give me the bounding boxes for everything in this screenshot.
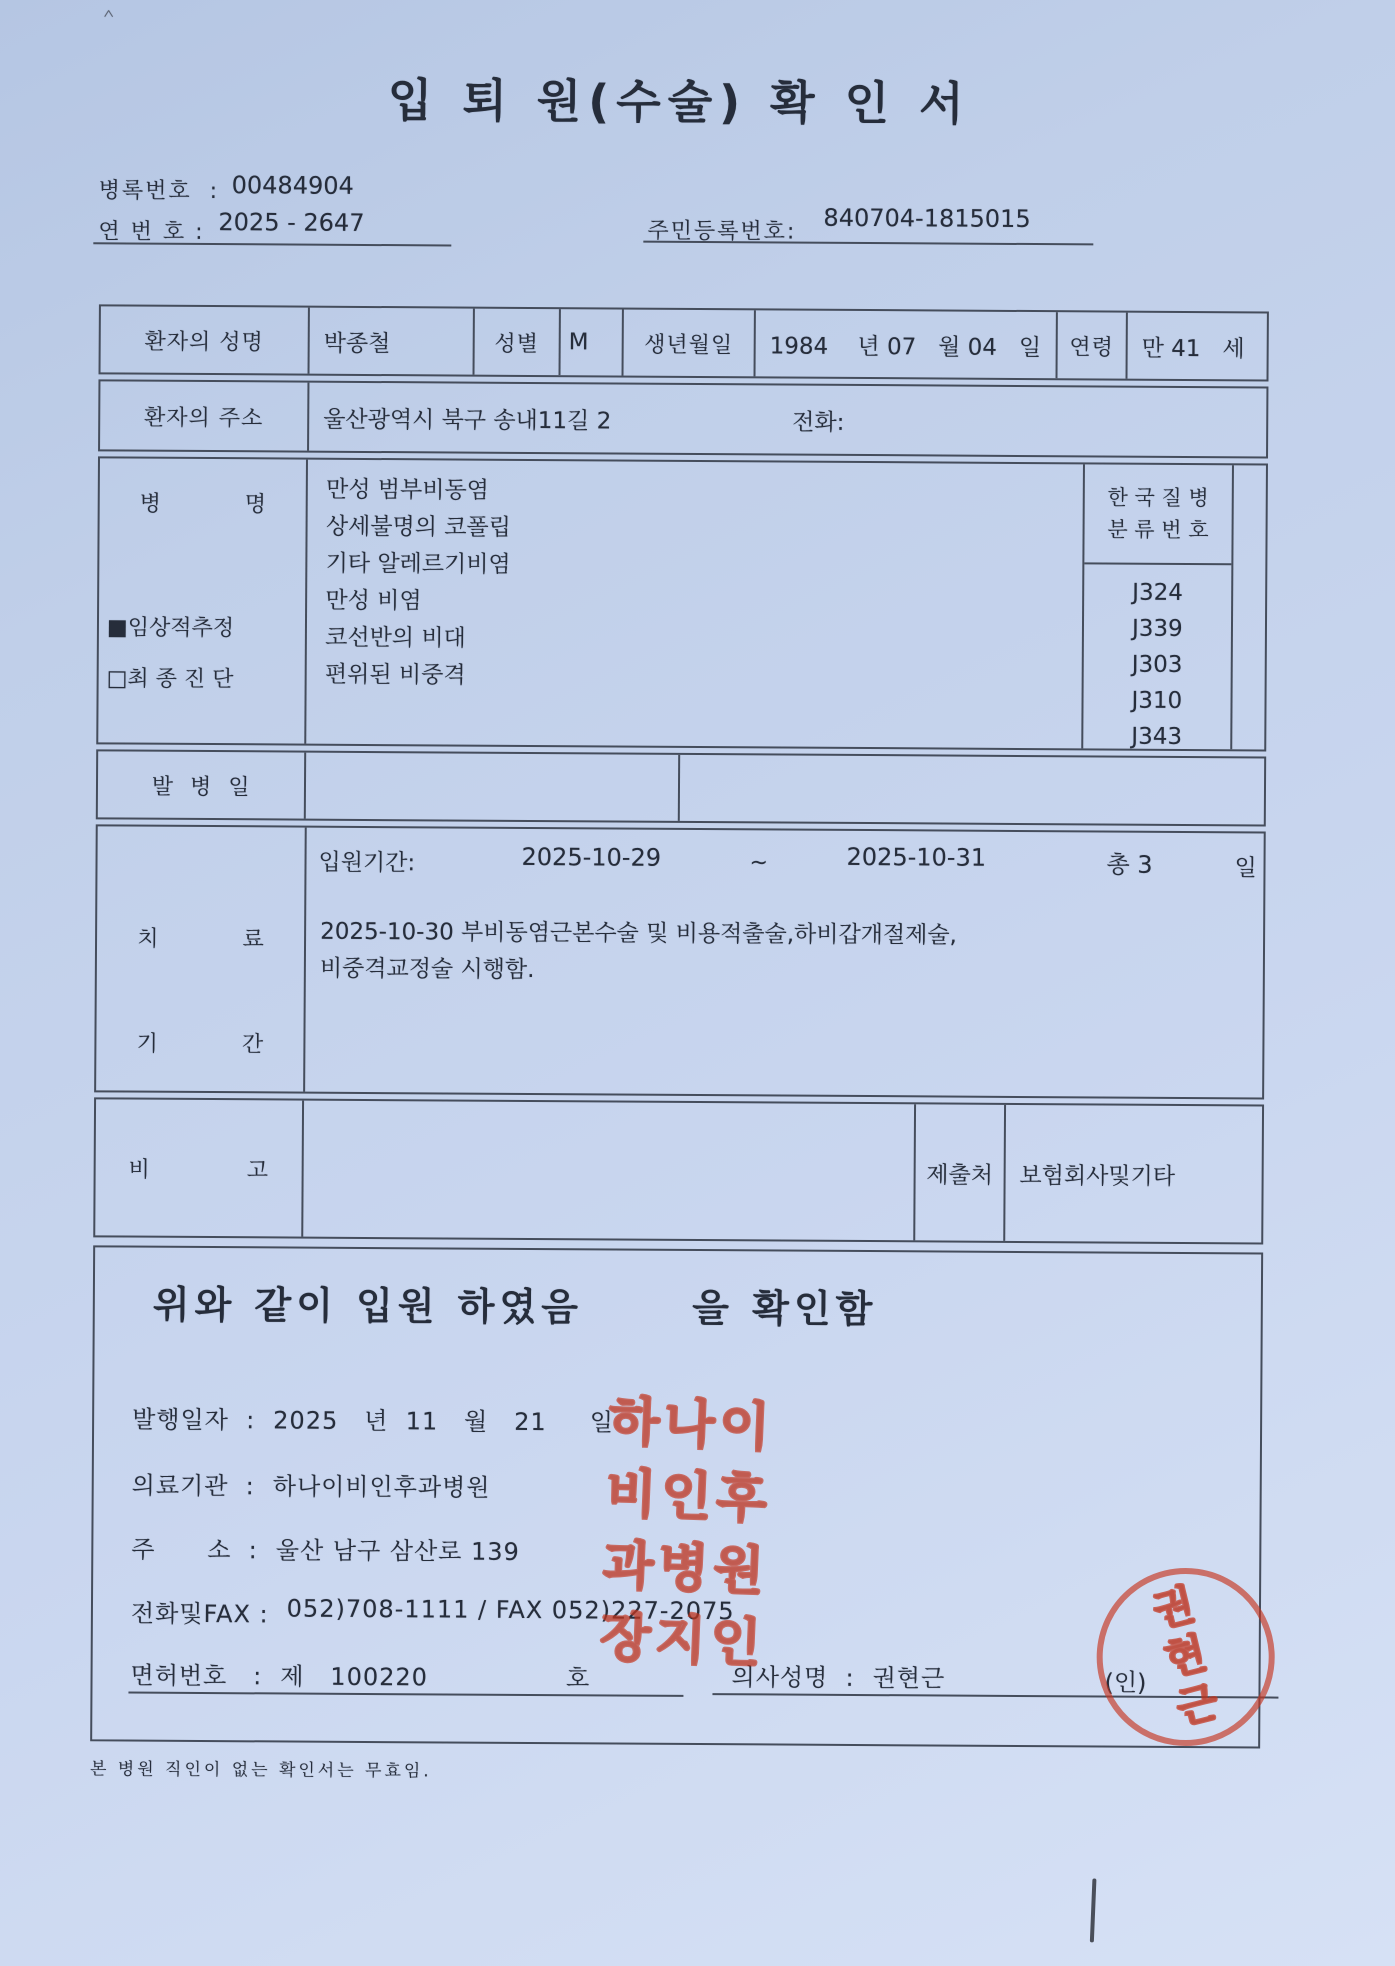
patient-name-value: 박종철 <box>310 308 475 375</box>
patient-address-label-cell: 환자의 주소 <box>100 381 309 450</box>
disease-code-header-line1: 한 국 질 병 <box>1107 485 1209 511</box>
institution-line <box>132 1466 491 1503</box>
pen-mark <box>1090 1878 1097 1942</box>
record-number-value: 00484904 <box>231 171 354 200</box>
clinical-estimation-checkbox: ■임상적추정 <box>106 615 235 642</box>
age-label: 연령 <box>1058 312 1128 378</box>
admission-start-date: 2025-10-29 <box>521 842 662 872</box>
birthdate-value: 1984 년 07 월 04 일 <box>756 310 1058 378</box>
remarks-row <box>93 1097 1264 1244</box>
surgery-note-line1: 2025-10-30 부비동염근본수술 및 비용적출술,하비갑개절제술, <box>320 918 957 949</box>
diagnosis-spare-cell <box>1232 465 1266 749</box>
doctor-underline <box>712 1693 1278 1698</box>
doctor-name-label: 의사성명 : <box>731 1663 855 1692</box>
treatment-label-line2: 기 간 <box>136 1031 264 1058</box>
license-number-label: 면허번호 : <box>130 1661 263 1691</box>
corner-mark: ＾ <box>98 2 119 27</box>
disease-code: J343 <box>1131 723 1183 750</box>
disease-name: 코선반의 비대 <box>325 624 466 652</box>
record-number-label: 병록번호 : <box>98 178 220 205</box>
license-underline <box>128 1692 683 1697</box>
hospital-address-line <box>131 1530 520 1567</box>
total-days: 총 3 <box>1106 850 1153 879</box>
doctor-seal-char: 현 <box>1160 1627 1212 1686</box>
submit-to-label: 제출처 <box>915 1104 1006 1241</box>
phone-label: 전화: <box>792 409 845 436</box>
doctor-seal-char: 근 <box>1171 1676 1223 1734</box>
hospital-seal-row: 과병원 <box>601 1535 770 1603</box>
onset-date-cell-right <box>680 755 1264 825</box>
serial-number-underline <box>93 242 451 246</box>
disease-name: 편위된 비중격 <box>324 661 466 689</box>
onset-date-label-cell: 발 병 일 <box>98 751 307 818</box>
doctor-seal-stamp <box>1078 1550 1293 1765</box>
issue-date-label: 발행일자 : <box>132 1405 256 1435</box>
remarks-label-cell: 비 고 <box>95 1099 304 1236</box>
admission-period-label: 입원기간: <box>318 849 416 877</box>
issue-date-line <box>132 1400 614 1438</box>
seal-placeholder-text: (인) <box>1104 1668 1147 1697</box>
patient-name-label-cell: 환자의 성명 <box>101 306 310 373</box>
disease-code-header-line2: 분 류 번 호 <box>1107 517 1209 543</box>
birthdate-label: 생년월일 <box>624 310 756 377</box>
gender-value: M <box>561 309 624 375</box>
surgery-note-line2: 비중격교정술 시행함. <box>319 955 535 984</box>
serial-number-value: 2025 - 2647 <box>218 208 365 237</box>
disease-code: J339 <box>1131 615 1183 642</box>
patient-address-row <box>98 379 1268 458</box>
hospital-seal-row: 비인후 <box>604 1463 773 1531</box>
gender-label: 성별 <box>475 309 561 376</box>
confirmation-statement: 위와 같이 입원 하였음 을 확인함 <box>152 1282 878 1332</box>
disease-name: 상세불명의 코폴립 <box>325 513 511 541</box>
license-number-value: 제 100220 호 <box>280 1662 591 1693</box>
resident-number-value: 840704-1815015 <box>823 203 1031 234</box>
disease-code: J310 <box>1131 687 1183 714</box>
validity-footnote: 본 병원 직인이 없는 확인서는 무효임. <box>89 1759 432 1782</box>
resident-number-label: 주민등록번호: <box>647 218 797 245</box>
hospital-seal-row: 장지인 <box>598 1607 768 1675</box>
submit-to-value: 보험회사및기타 <box>1019 1162 1176 1190</box>
doctor-name-line <box>731 1657 945 1693</box>
phone-fax-line <box>131 1594 735 1633</box>
period-tilde: ~ <box>749 850 769 876</box>
doctor-seal-char: 권 <box>1148 1579 1200 1637</box>
disease-name: 만성 범부비동염 <box>326 476 490 504</box>
serial-number-label: 연 번 호 : <box>98 219 205 245</box>
hospital-seal-stamp <box>597 1386 779 1681</box>
hospital-address-label: 주 소 : <box>131 1535 258 1565</box>
total-days-unit: 일 <box>1234 855 1257 882</box>
issue-date-value: 2025 년 11 월 21 일 <box>273 1406 615 1437</box>
confirmation-box <box>90 1245 1263 1748</box>
patient-address-value: 울산광역시 북구 송내11길 2 <box>323 406 612 434</box>
admission-end-date: 2025-10-31 <box>846 842 987 872</box>
disease-code: J324 <box>1132 579 1183 606</box>
phone-fax-label: 전화및FAX : <box>130 1599 269 1629</box>
age-value: 만 41 세 <box>1141 335 1245 362</box>
disease-name: 기타 알레르기비염 <box>325 550 511 578</box>
phone-fax-value: 052)708-1111 / FAX 052)227-2075 <box>286 1594 735 1626</box>
doctor-name-value: 권현근 <box>872 1664 946 1693</box>
hospital-seal-row: 하나이 <box>607 1391 776 1459</box>
disease-code: J303 <box>1131 651 1183 678</box>
disease-code-header <box>1084 464 1232 565</box>
patient-name-row <box>99 304 1269 381</box>
treatment-period-row <box>94 824 1266 1099</box>
diagnosis-label: 병 명 <box>139 491 267 518</box>
onset-date-row <box>96 749 1266 826</box>
document-title: 입 퇴 원(수술) 확 인 서 <box>387 73 971 131</box>
hospital-address-value: 울산 남구 삼산로 139 <box>275 1536 520 1566</box>
final-diagnosis-checkbox: □최 종 진 단 <box>106 666 234 693</box>
onset-date-cell-left <box>306 753 680 821</box>
disease-name: 만성 비염 <box>325 587 422 615</box>
institution-value: 하나이비인후과병원 <box>272 1472 491 1502</box>
institution-label: 의료기관 : <box>131 1471 255 1501</box>
treatment-label-line1: 치 료 <box>137 926 264 953</box>
license-number-line <box>130 1656 590 1694</box>
diagnosis-row <box>96 456 1268 751</box>
remarks-empty-cell <box>304 1101 917 1241</box>
